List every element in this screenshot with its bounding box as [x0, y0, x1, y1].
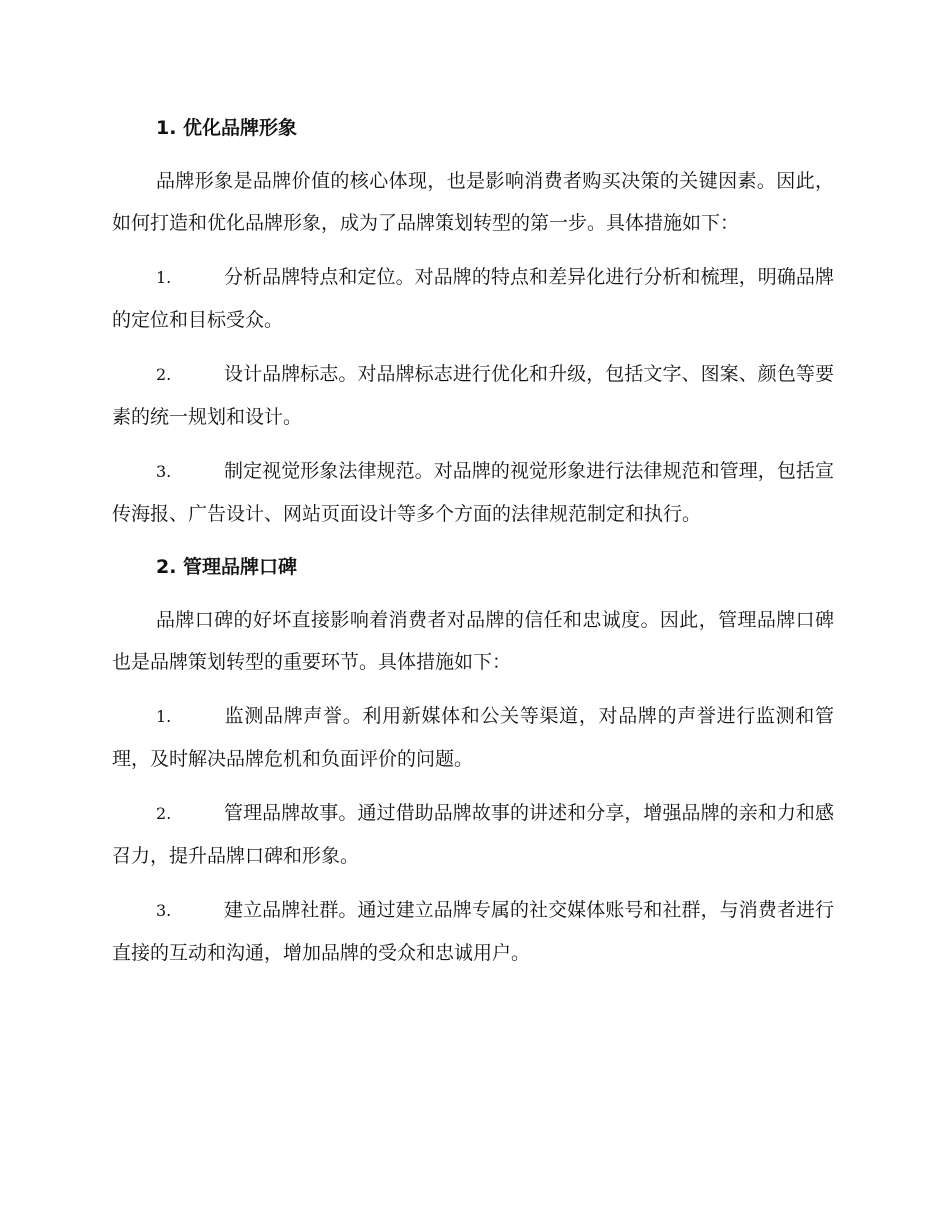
list-item	[112, 792, 834, 877]
list-item	[112, 353, 834, 438]
list-item-text: 监测品牌声誉。利用新媒体和公关等渠道，对品牌的声誉进行监测和管理，及时解决品牌危机和负面评价的问题。	[112, 705, 834, 770]
section-optimize-brand-image	[112, 108, 834, 535]
list-item-text: 制定视觉形象法律规范。对品牌的视觉形象进行法律规范和管理，包括宣传海报、广告设计、网站页面设计等多个方面的法律规范制定和执行。	[112, 460, 834, 525]
list-item-number: 1.	[156, 707, 172, 726]
list-item-number: 3.	[156, 901, 172, 920]
document-body	[112, 108, 834, 986]
section-intro: 品牌口碑的好坏直接影响着消费者对品牌的信任和忠诚度。因此，管理品牌口碑也是品牌策划转型的重要环节。具体措施如下：	[112, 609, 834, 673]
section-manage-brand-reputation	[112, 547, 834, 974]
list-item-number: 1.	[156, 268, 172, 287]
list-item-text: 建立品牌社群。通过建立品牌专属的社交媒体账号和社群，与消费者进行直接的互动和沟通，增加品牌的受众和忠诚用户。	[112, 899, 834, 964]
list-item	[112, 256, 834, 341]
section-heading: 1. 优化品牌形象	[156, 117, 298, 139]
list-item	[112, 695, 834, 780]
list-item-number: 3.	[156, 462, 172, 481]
list-item-text: 分析品牌特点和定位。对品牌的特点和差异化进行分析和梳理，明确品牌的定位和目标受众。	[112, 266, 834, 331]
list-item-number: 2.	[156, 365, 172, 384]
list-item-text: 管理品牌故事。通过借助品牌故事的讲述和分享，增强品牌的亲和力和感召力，提升品牌口碑和形象。	[112, 802, 834, 867]
list-item	[112, 450, 834, 535]
section-heading: 2. 管理品牌口碑	[156, 556, 298, 578]
section-intro: 品牌形象是品牌价值的核心体现，也是影响消费者购买决策的关键因素。因此，如何打造和优化品牌形象，成为了品牌策划转型的第一步。具体措施如下：	[112, 170, 834, 234]
list-item	[112, 889, 834, 974]
list-item-number: 2.	[156, 804, 172, 823]
list-item-text: 设计品牌标志。对品牌标志进行优化和升级，包括文字、图案、颜色等要素的统一规划和设计。	[112, 363, 834, 428]
